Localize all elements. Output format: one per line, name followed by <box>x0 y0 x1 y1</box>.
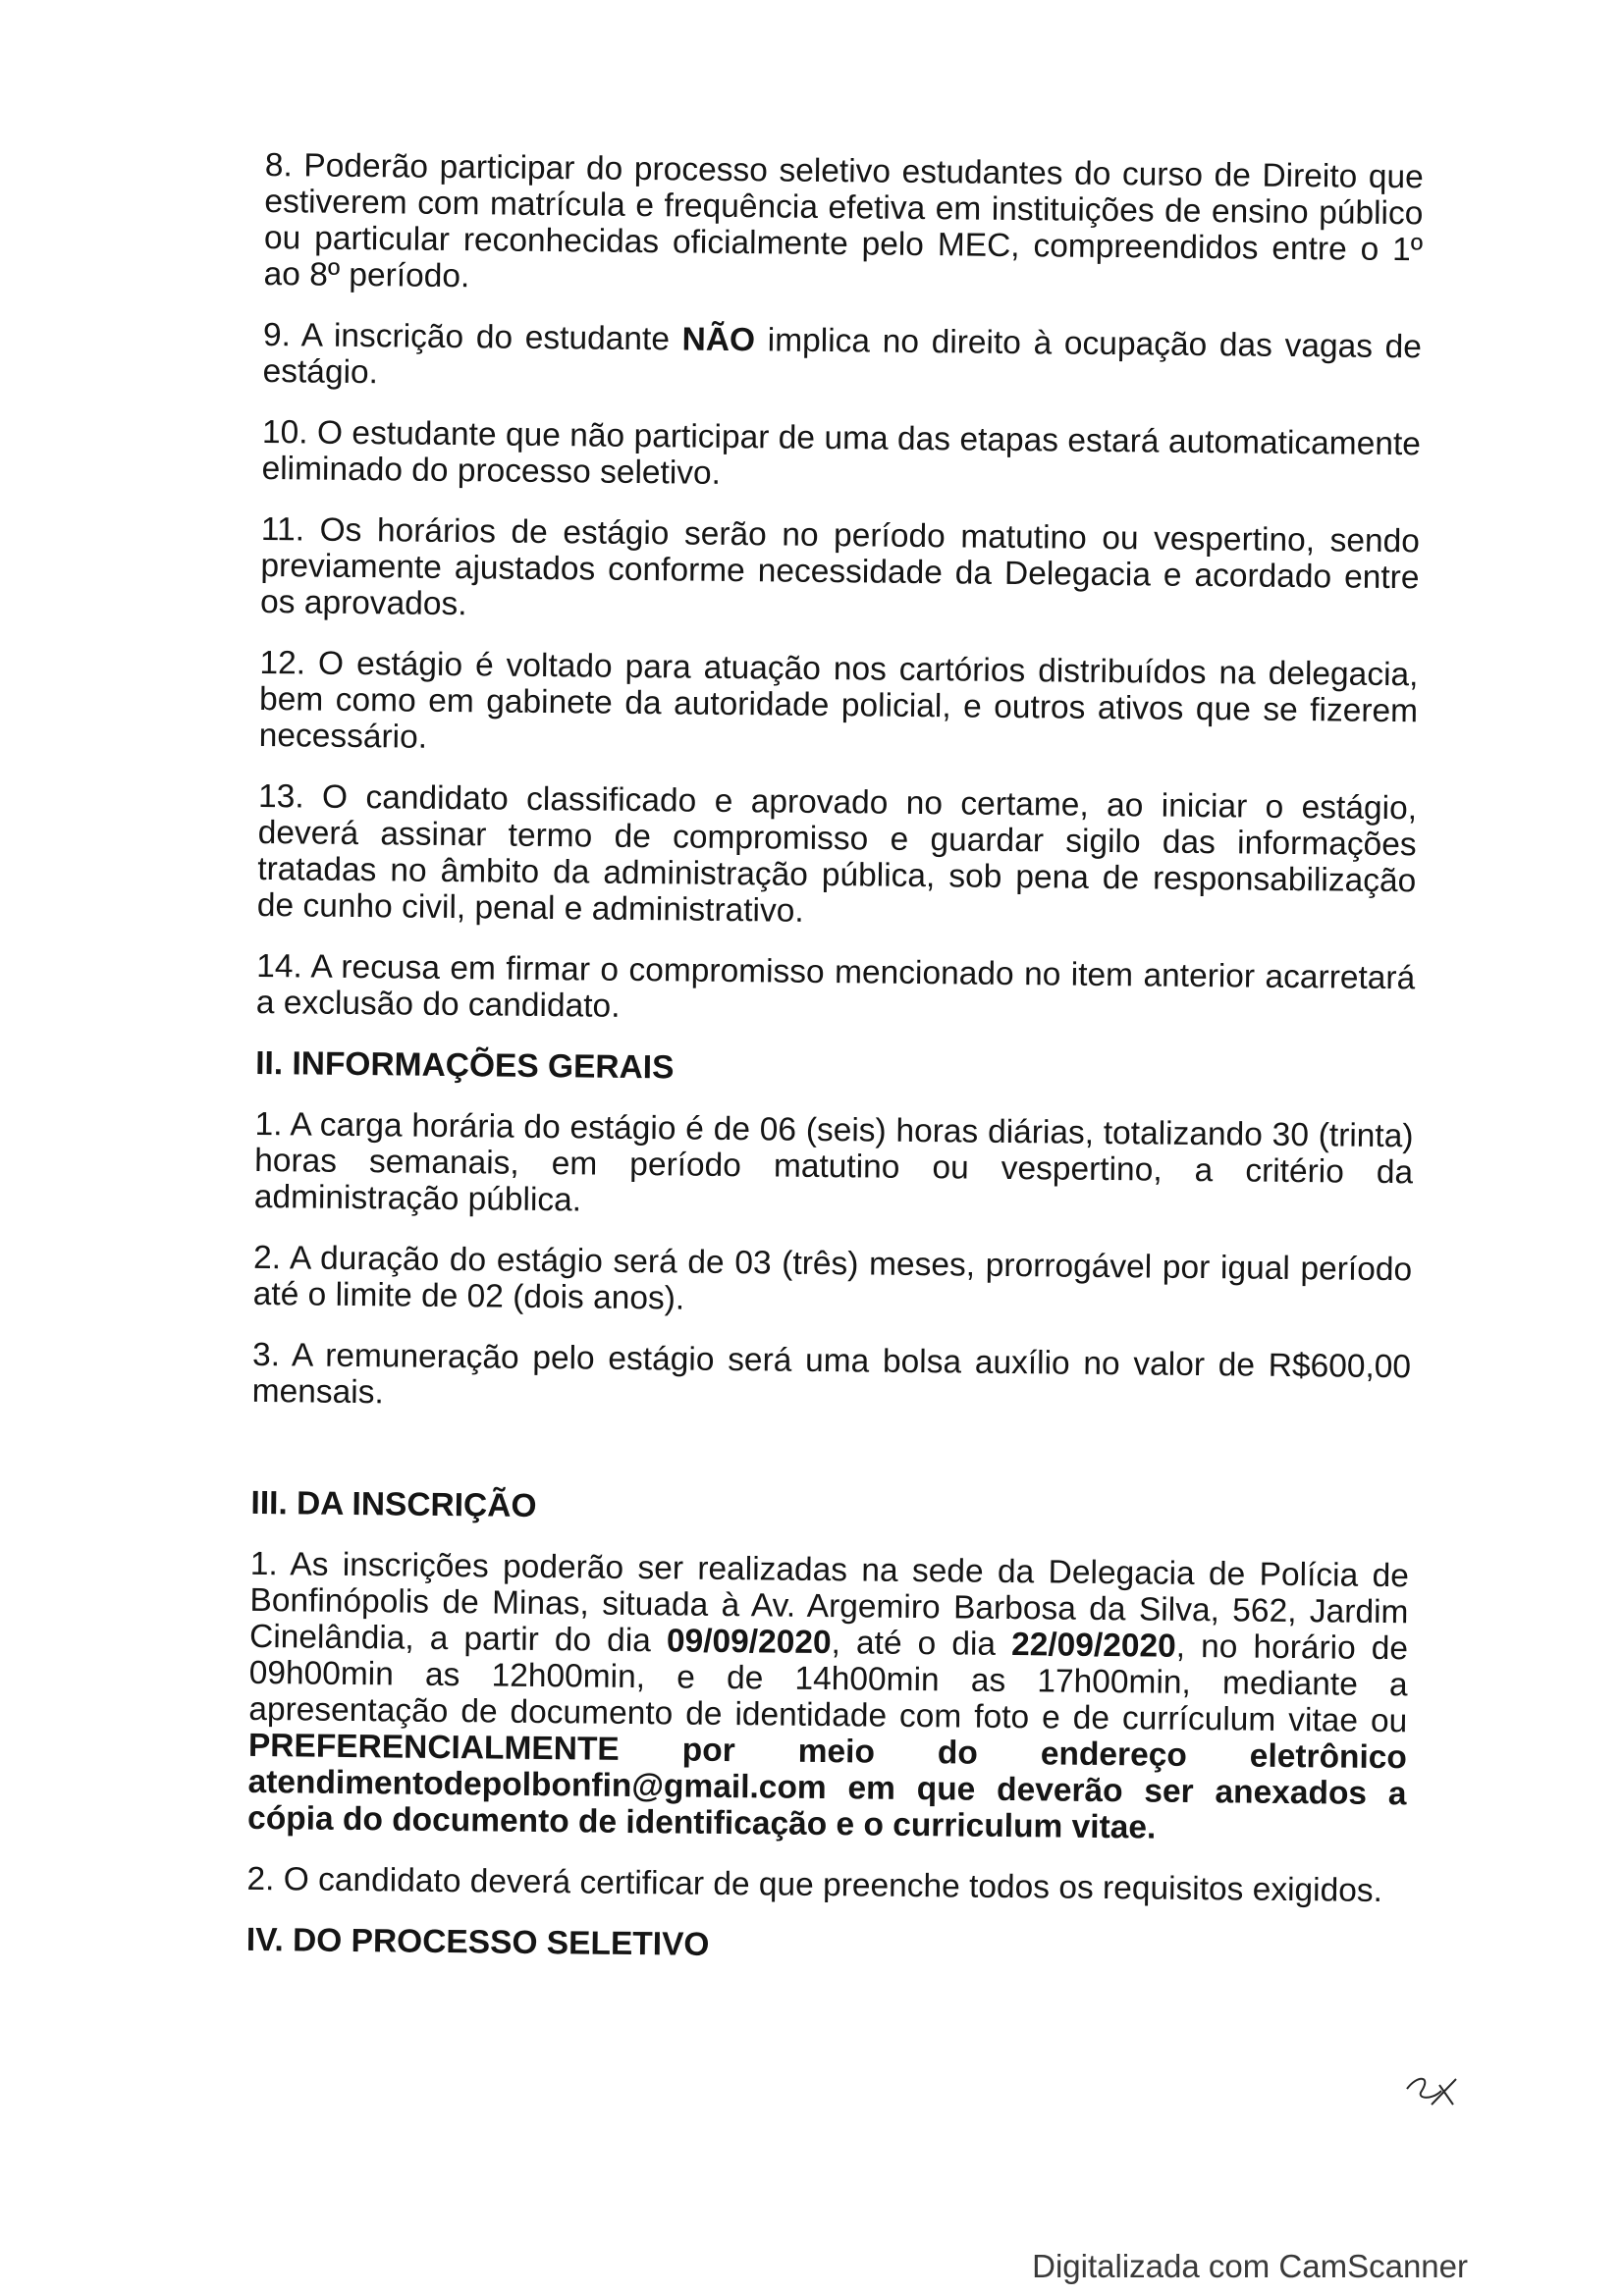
item-number: 12. <box>259 644 306 682</box>
item-number: 14. <box>256 947 303 986</box>
end-date: 22/09/2020 <box>1010 1627 1176 1665</box>
section-heading-informacoes-gerais: II. INFORMAÇÕES GERAIS <box>255 1044 675 1087</box>
document-body <box>245 147 1424 1995</box>
item-text: implica no direito à ocupação das vagas de estágio. <box>262 322 1423 392</box>
initials-signature <box>1402 2061 1461 2110</box>
item-text: O candidato deverá certificar de que preenche todos os requisitos exigidos. <box>283 1861 1383 1910</box>
item-number: 1. <box>249 1545 279 1583</box>
item-10 <box>261 414 1421 499</box>
section-iii-item-1 <box>247 1546 1409 1848</box>
item-number: 3. <box>251 1336 281 1374</box>
item-text: , no horário de 09h00min as 12h00min, e de 14h00min as 17h00min, mediante a apresentação de documento de identidade com foto e de currículum vitae ou <box>248 1628 1409 1740</box>
section-iii-item-2 <box>246 1861 1405 1909</box>
item-text: A remuneração pelo estágio será uma bolsa auxílio no valor de R$600,00 mensais. <box>251 1337 1412 1412</box>
item-12 <box>259 645 1419 766</box>
item-text: Poderão participar do processo seletivo estudantes do curso de Direito que estiverem com matrícula e frequência efetiva em instituições de ensino público ou particular reconhecidas oficialmente pelo MEC, compreendidos entre o 1º ao 8º período. <box>263 147 1424 295</box>
item-text: A recusa em firmar o compromisso mencionado no item anterior acarretará a exclusão do candidato. <box>255 948 1416 1025</box>
item-number: 11. <box>260 510 305 549</box>
section-ii-item-2 <box>253 1240 1413 1324</box>
item-number: 9. <box>262 316 292 354</box>
item-text: O estágio é voltado para atuação nos cartórios distribuídos na delegacia, bem como em gabinete da autoridade policial, e outros ativos que se fizerem necessário. <box>258 645 1419 756</box>
item-number: 13. <box>257 777 304 816</box>
item-text: O candidato classificado e aprovado no certame, ao iniciar o estágio, deverá assinar termo de compromisso e guardar sigilo das informações tratadas no âmbito da administração pública, sob pena de responsabilização de cunho civil, penal e administrativo. <box>256 778 1418 930</box>
item-number: 2. <box>246 1860 275 1898</box>
item-8 <box>263 147 1423 304</box>
start-date: 09/09/2020 <box>666 1623 832 1662</box>
item-text: A carga horária do estágio é de 06 (seis) horas diárias, totalizando 30 (trinta) horas semanais, em período matutino ou vespertino, a critério da administração pública. <box>253 1106 1414 1219</box>
item-emphasis: NÃO <box>681 321 756 359</box>
item-number: 2. <box>252 1239 282 1277</box>
item-13 <box>257 778 1417 935</box>
item-11 <box>260 511 1420 632</box>
item-number: 10. <box>261 413 308 452</box>
item-number: 8. <box>264 147 293 185</box>
item-text: As inscrições poderão ser realizadas na sede da Delegacia de Polícia de Bonfinópolis de Minas, situada à Av. Argemiro Barbosa da Silva, 562, Jardim Cinelândia, a partir do dia <box>248 1546 1410 1660</box>
scanner-watermark: Digitalizada com CamScanner <box>1032 2248 1468 2284</box>
item-14 <box>256 948 1416 1033</box>
item-9 <box>262 317 1422 401</box>
item-text: Os horários de estágio serão no período matutino ou vespertino, sendo previamente ajustados conforme necessidade da Delegacia e acordado entre os aprovados. <box>259 511 1421 623</box>
item-text: A duração do estágio será de 03 (três) meses, prorrogável por igual período até o limite de 02 (dois anos). <box>252 1240 1413 1317</box>
item-text: O estudante que não participar de uma das etapas estará automaticamente eliminado do processo seletivo. <box>261 414 1422 492</box>
email-instruction: PREFERENCIALMENTE por meio do endereço eletrônico atendimentodepolbonfin@gmail.com em que deverão ser anexados a cópia do documento de identificação e o curriculum vitae. <box>246 1727 1408 1846</box>
section-ii-item-3 <box>252 1337 1412 1421</box>
section-heading-inscricao: III. DA INSCRIÇÃO <box>250 1484 537 1524</box>
item-text: , até o dia <box>831 1625 997 1663</box>
section-heading-processo-seletivo: IV. DO PROCESSO SELETIVO <box>245 1921 710 1963</box>
item-number: 1. <box>254 1105 283 1144</box>
item-text: A inscrição do estudante <box>300 317 671 358</box>
section-ii-item-1 <box>254 1106 1414 1227</box>
